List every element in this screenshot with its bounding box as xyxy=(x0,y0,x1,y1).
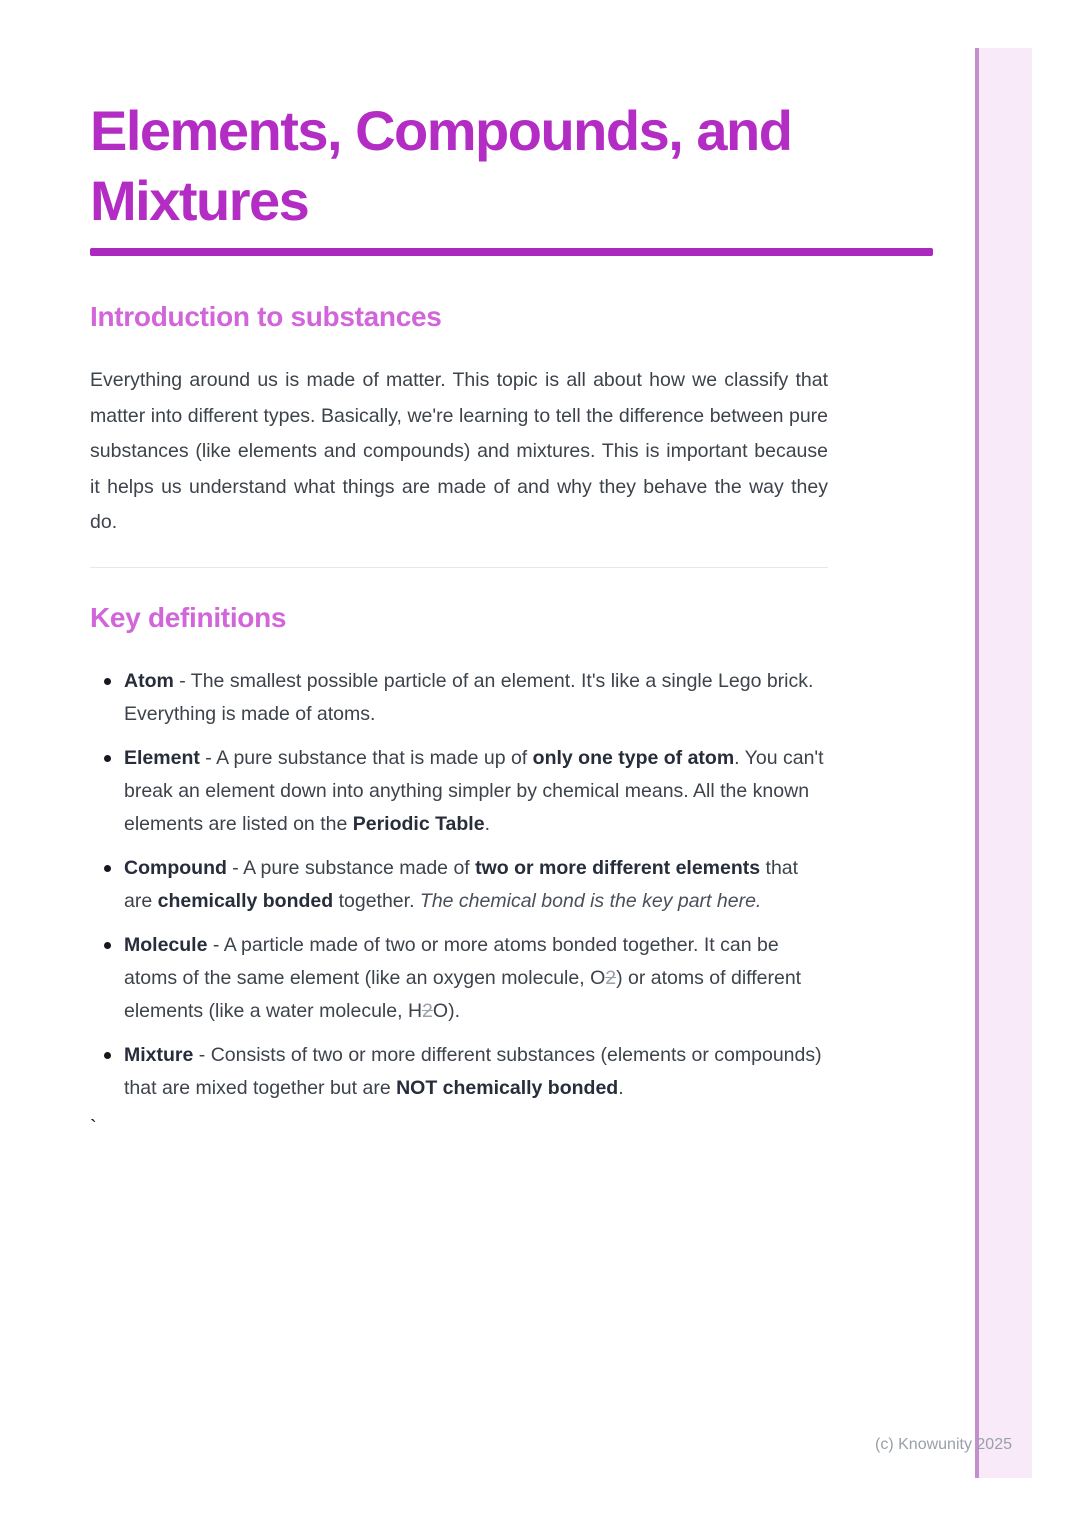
definition-text: together. xyxy=(333,889,420,912)
definition-term-or-emphasis: Compound xyxy=(124,856,227,879)
section-divider xyxy=(90,567,828,568)
definition-term-or-emphasis: chemically bonded xyxy=(157,889,334,912)
definition-text: . You can't break an element down into anything simpler by chemical means. All the known elements are listed on the xyxy=(124,746,824,835)
definition-text: - The smallest possible particle of an element. It's like a single Lego brick. Everything is made of atoms. xyxy=(124,669,814,725)
definition-term-or-emphasis: only one type of atom xyxy=(532,746,735,769)
definition-term-or-emphasis: Element xyxy=(124,746,200,769)
struck-subscript-digit: 2 xyxy=(422,999,433,1022)
definition-text: . xyxy=(484,812,490,835)
definition-term-or-emphasis: Mixture xyxy=(124,1043,194,1066)
definition-text: O). xyxy=(432,999,460,1022)
definition-text: The chemical bond is the key part here. xyxy=(419,889,762,912)
definition-text: that are xyxy=(124,856,799,912)
definition-term-or-emphasis: two or more different elements xyxy=(475,856,761,879)
definition-term-or-emphasis: Atom xyxy=(124,669,174,692)
definition-item-mixture xyxy=(90,1039,830,1105)
copyright-footer: (c) Knowunity 2025 xyxy=(875,1436,1012,1453)
definition-item-compound xyxy=(90,852,830,918)
document-content xyxy=(90,0,935,1139)
definition-item-molecule xyxy=(90,929,830,1028)
definition-text: - Consists of two or more different substances (elements or compounds) that are mixed together but are xyxy=(124,1043,822,1099)
definition-term-or-emphasis: NOT chemically bonded xyxy=(396,1076,619,1099)
definition-item-atom xyxy=(90,665,830,731)
intro-paragraph: Everything around us is made of matter. This topic is all about how we classify that matter into different types. Basically, we're learning to tell the difference between pure substances (like elements and compounds) and mixtures. This is important because it helps us understand what things are made of and why they behave the way they do. xyxy=(90,369,828,533)
definitions-list xyxy=(90,665,830,1105)
definition-text: - A particle made of two or more atoms bonded together. It can be atoms of the same element (like an oxygen molecule, O xyxy=(124,933,779,989)
intro-section-heading: Introduction to substances xyxy=(90,301,442,332)
definition-item-element xyxy=(90,742,830,841)
definition-text: - A pure substance made of xyxy=(226,856,476,879)
stray-backtick-character: ` xyxy=(90,1116,97,1139)
decorative-side-band xyxy=(975,48,1032,1478)
definition-term-or-emphasis: Periodic Table xyxy=(352,812,485,835)
definition-term-or-emphasis: Molecule xyxy=(124,933,208,956)
definition-text: . xyxy=(618,1076,624,1099)
title-underline-rule xyxy=(90,248,933,256)
definition-text: - A pure substance that is made up of xyxy=(199,746,533,769)
page-title: Elements, Compounds, and Mixtures xyxy=(90,99,792,232)
struck-subscript-digit: 2 xyxy=(605,966,617,989)
definitions-section-heading: Key definitions xyxy=(90,601,287,633)
definition-text: ) or atoms of different elements (like a water molecule, H xyxy=(124,966,802,1022)
